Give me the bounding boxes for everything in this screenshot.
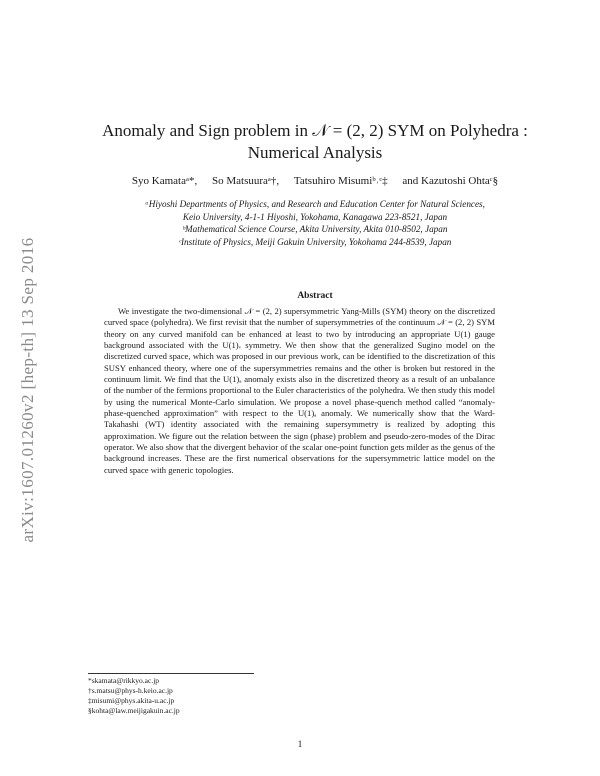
footnote-email-1: *skamata@rikkyo.ac.jp (88, 676, 160, 685)
author-4: and Kazutoshi Ohtaᶜ§ (402, 175, 499, 187)
arxiv-stamp-text: arXiv:1607.01260v2 [hep-th] 13 Sep 2016 (18, 237, 37, 543)
author-1: Syo Kamataᵃ*, (131, 175, 198, 187)
author-2: So Matsuuraᵃ†, (211, 175, 280, 187)
author-3: Tatsuhiro Misumiᵇ˒ᶜ‡ (293, 175, 388, 187)
affiliation-line-3: ᵇMathematical Science Course, Akita University, Akita 010-8502, Japan (182, 224, 448, 234)
footnote-email-2: †s.matsu@phys-h.keio.ac.jp (88, 686, 173, 695)
footnote-email-3: ‡misumi@phys.akita-u.ac.jp (88, 696, 175, 705)
footnote-divider (88, 673, 254, 674)
affiliations (60, 198, 570, 248)
footnotes (88, 676, 388, 716)
author-list (60, 175, 570, 187)
affiliation-line-2: Keio University, 4-1-1 Hiyoshi, Yokohama, Kanagawa 223-8521, Japan (182, 211, 448, 222)
arxiv-identifier-stamp (8, 210, 48, 570)
affiliation-line-1: ᵃHiyoshi Departments of Physics, and Research and Education Center for Natural Sciences, (145, 199, 485, 209)
abstract-body (104, 306, 495, 476)
page-number: 1 (297, 740, 303, 750)
footnote-email-4: §kohta@law.meijigakuin.ac.jp (88, 706, 180, 715)
title-line-1: Anomaly and Sign problem in 𝒩 = (2, 2) SYM on Polyhedra : (102, 121, 528, 140)
abstract-heading: Abstract (297, 291, 333, 301)
title-line-2: Numerical Analysis (247, 143, 383, 162)
abstract-paragraph: We investigate the two-dimensional 𝒩 = (2, 2) supersymmetric Yang-Mills (SYM) theory on the discretized curved space (polyhedra). We first revisit that the number of supersymmetries of the continuum 𝒩 = (2, 2) SYM theory on any curved manifold can be enhanced at least to two by introducing an appropriate U(1) gauge background associated with the U(1)ᵥ symmetry. We then show that the generalized Sugino model on the discretized curved space, which was proposed in our previous work, can be identified to the discretization of this SUSY enhanced theory, where one of the supersymmetries remains and the other is broken but restored in the continuum limit. We find that the U(1)ₐ anomaly exists also in the discretized theory as a result of an unbalance of the number of the fermions proportional to the Euler characteristics of the polyhedra. We then study this model by using the numerical Monte-Carlo simulation. We propose a novel phase-quench method called “anomaly-phase-quenched approximation” with respect to the U(1)ₐ anomaly. We numerically show that the Ward-Takahashi (WT) identity associated with the remaining supersymmetry is realized by adopting this approximation. We figure out the relation between the sign (phase) problem and pseudo-zero-modes of the Dirac operator. We also show that the divergent behavior of the scalar one-point function gets milder as the genus of the background increases. These are the first numerical observations for the supersymmetric lattice model on the curved space with generic topologies. (104, 306, 495, 475)
paper-title (60, 120, 570, 164)
affiliation-line-4: ᶜInstitute of Physics, Meiji Gakuin University, Yokohama 244-8539, Japan (178, 236, 452, 247)
